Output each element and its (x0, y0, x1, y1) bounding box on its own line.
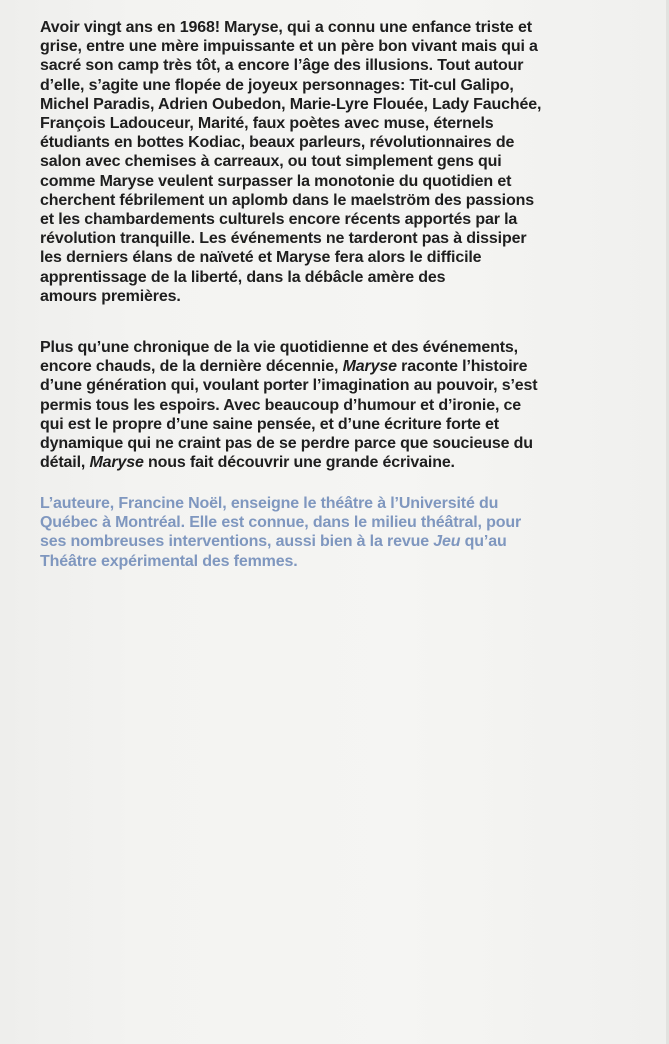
book-title: Maryse (89, 454, 144, 472)
text-line: étudiants en bottes Kodiac, beaux parleurs, révolutionnaires de (40, 134, 515, 152)
text-line: d’elle, s’agite une flopée de joyeux personnages: Tit-cul Galipo, (40, 76, 514, 94)
text-line: L’auteure, Francine Noël, enseigne le théâtre à l’Université du (40, 495, 499, 512)
text-fragment: raconte l’histoire (396, 358, 528, 376)
text-line: Plus qu’une chronique de la vie quotidienne et des événements, (40, 339, 518, 356)
synopsis-paragraph (40, 18, 630, 306)
text-line: apprentissage de la liberté, dans la débâcle amère des (40, 268, 446, 286)
text-line (40, 532, 630, 551)
critique-paragraph (40, 338, 630, 472)
text-line: Québec à Montréal. Elle est connue, dans le milieu théâtral, pour (40, 514, 522, 532)
text-line: François Ladouceur, Marité, faux poètes avec muse, éternels (40, 115, 494, 133)
book-title: Maryse (342, 358, 397, 376)
text-line: grise, entre une mère impuissante et un père bon vivant mais qui a (40, 38, 538, 56)
text-line: Théâtre expérimental des femmes. (40, 552, 298, 570)
text-line: amours premières. (40, 287, 181, 305)
text-line: Michel Paradis, Adrien Oubedon, Marie-Lyre Flouée, Lady Fauchée, (40, 95, 542, 113)
author-bio-paragraph (40, 494, 630, 571)
magazine-title: Jeu (433, 533, 461, 551)
text-line: sacré son camp très tôt, a encore l’âge des illusions. Tout autour (40, 57, 524, 75)
text-line: révolution tranquille. Les événements ne tarderont pas à dissiper (40, 230, 527, 248)
text-line: et les chambardements culturels encore récents apportés par la (40, 211, 518, 229)
text-line (40, 453, 630, 472)
text-fragment: ses nombreuses interventions, aussi bien à la revue (40, 533, 434, 551)
text-fragment: nous fait découvrir une grande écrivaine. (143, 454, 455, 472)
text-line: comme Maryse veulent surpasser la monotonie du quotidien et (40, 172, 512, 190)
text-line (40, 357, 630, 376)
text-line: d’une génération qui, voulant porter l’imagination au pouvoir, s’est (40, 377, 538, 395)
text-line: Avoir vingt ans en 1968! Maryse, qui a connu une enfance triste et (40, 19, 532, 36)
text-line: permis tous les espoirs. Avec beaucoup d’humour et d’ironie, ce (40, 396, 522, 414)
text-fragment: détail, (40, 454, 90, 472)
text-line: dynamique qui ne craint pas de se perdre parce que soucieuse du (40, 435, 533, 453)
text-line: les derniers élans de naïveté et Maryse fera alors le difficile (40, 249, 482, 267)
text-fragment: encore chauds, de la dernière décennie, (40, 358, 343, 376)
text-line: cherchent fébrilement un aplomb dans le maelström des passions (40, 191, 534, 209)
text-line: salon avec chemises à carreaux, ou tout simplement gens qui (40, 153, 502, 171)
text-fragment: qu’au (460, 533, 507, 551)
text-line: qui est le propre d’une saine pensée, et d’une écriture forte et (40, 415, 499, 433)
